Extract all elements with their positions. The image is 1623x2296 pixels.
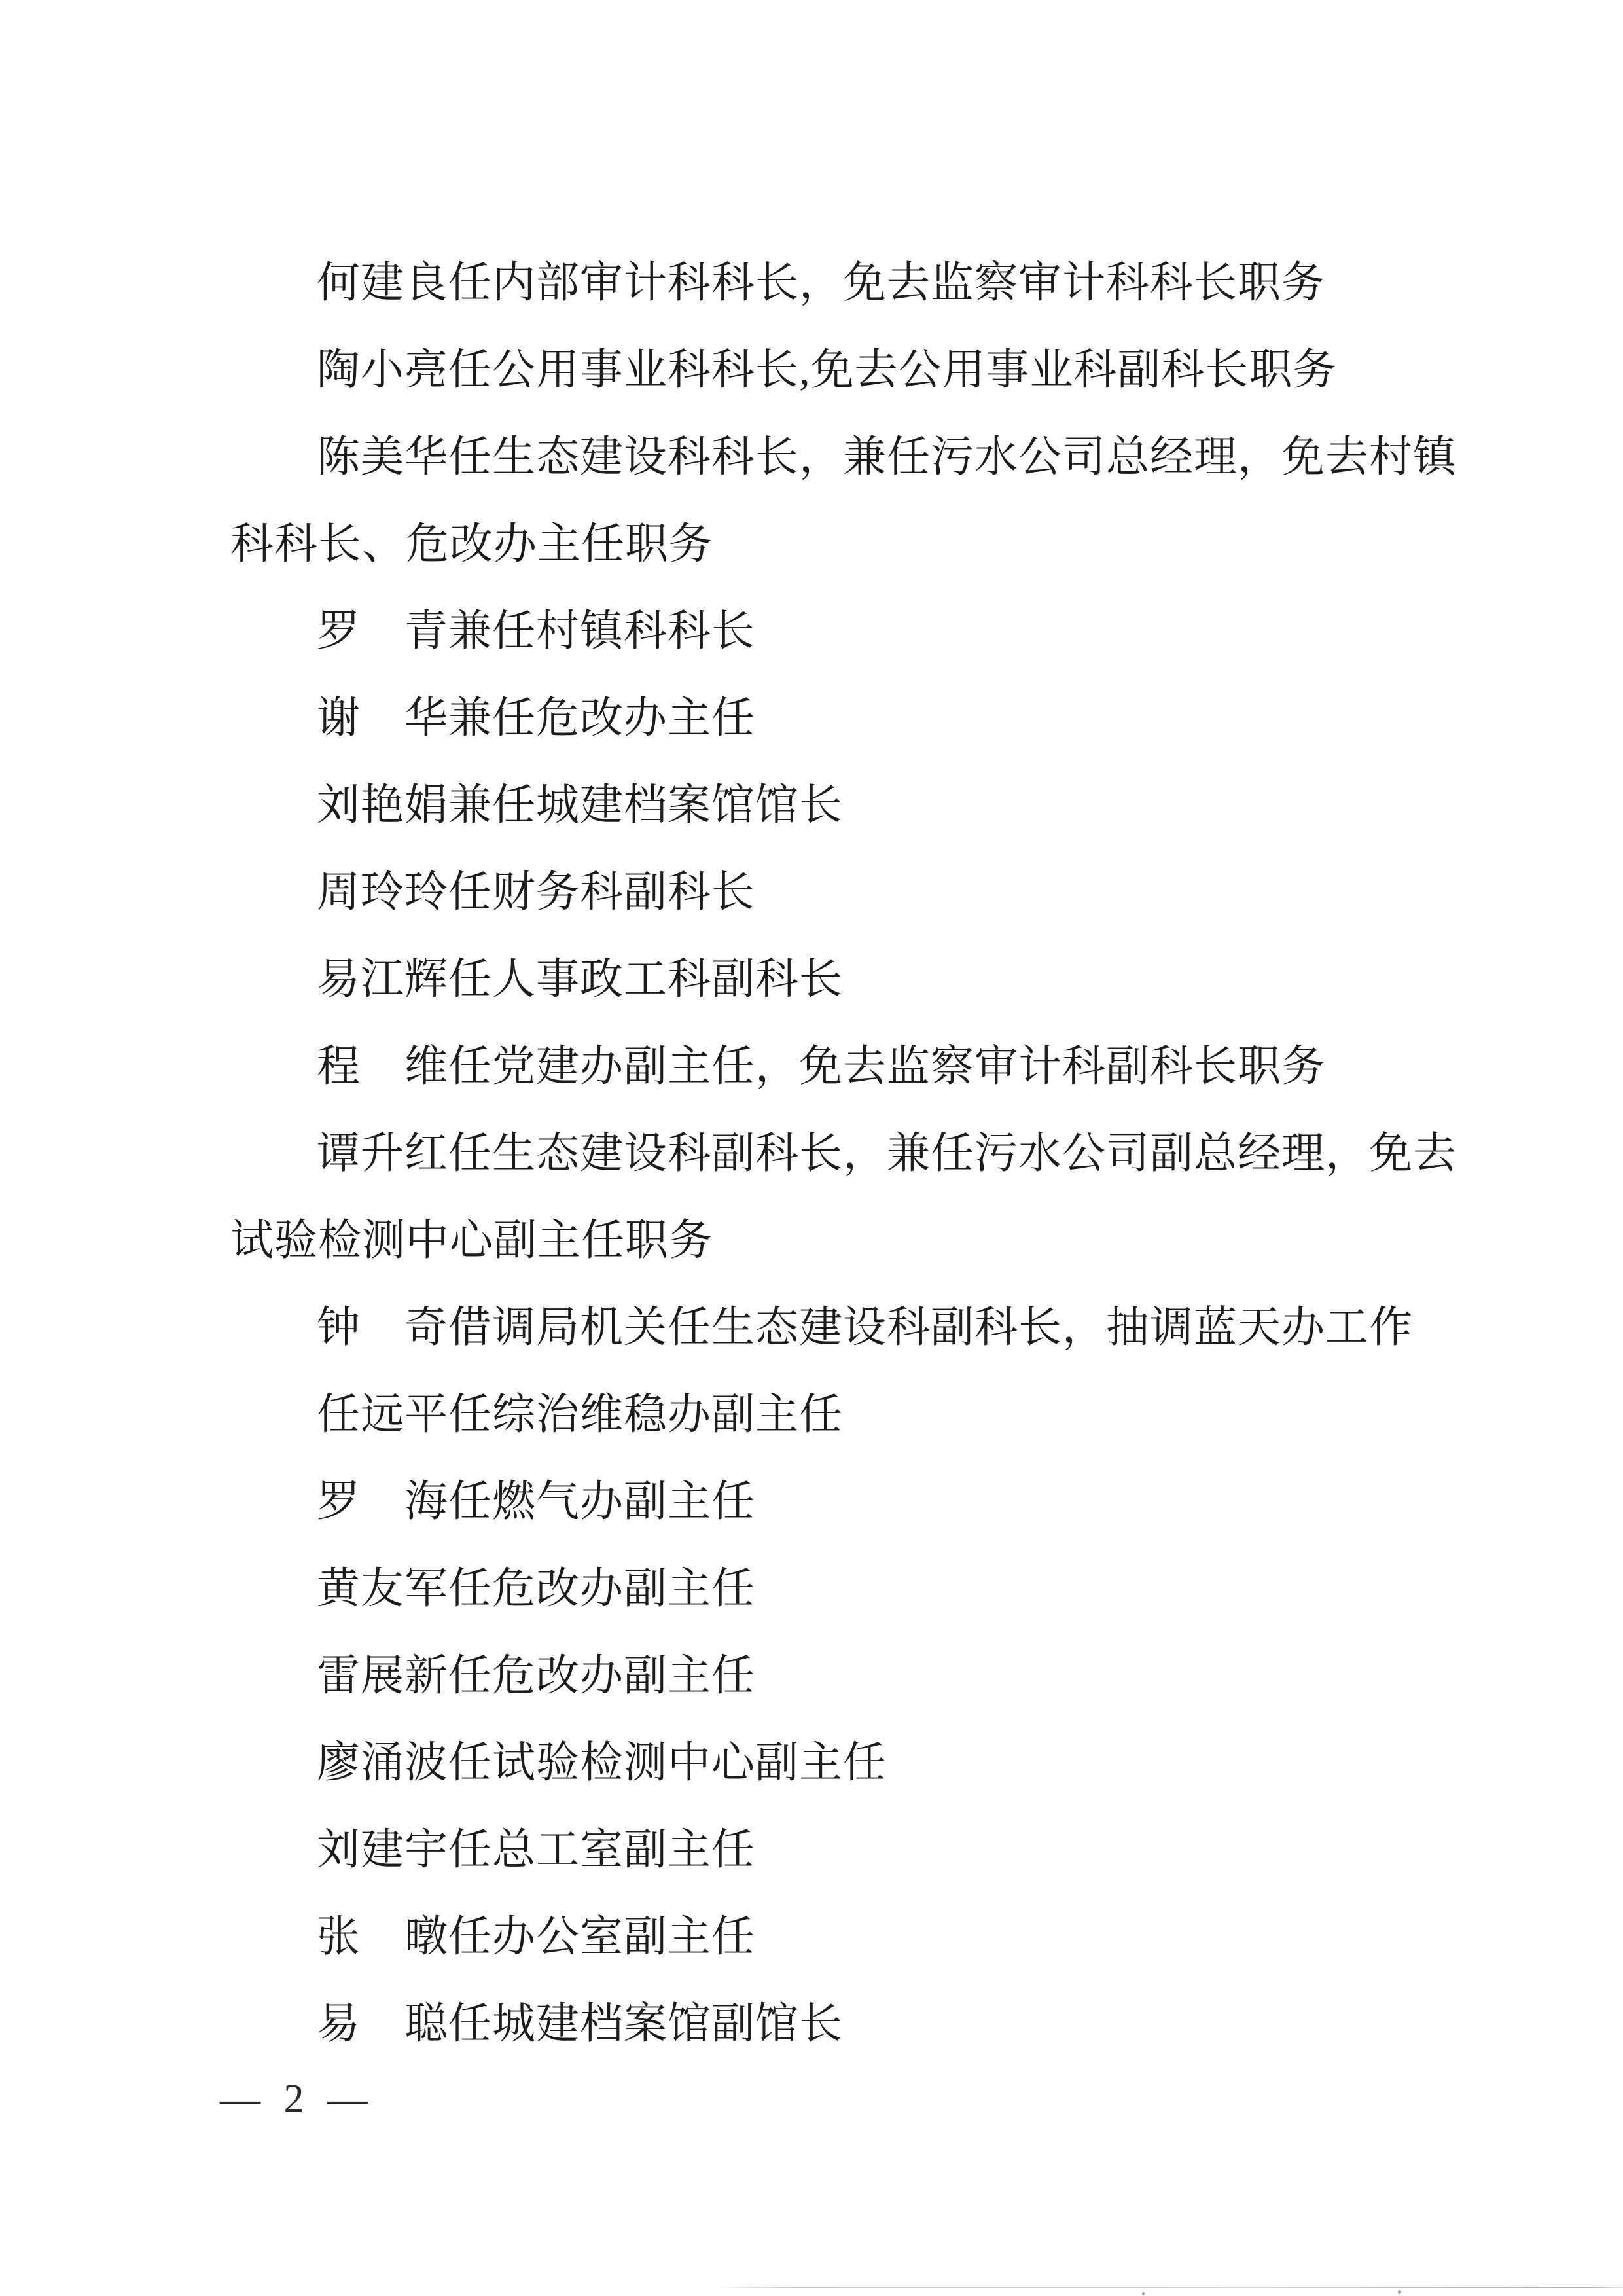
text-line: 任远平任综治维稳办副主任: [317, 1391, 843, 1439]
text-line: 谭升红任生态建设科副科长，兼任污水公司副总经理，免去: [317, 1130, 1457, 1177]
text-line: 张 暾任办公室副主任: [317, 1913, 755, 1961]
text-line: 钟 奇借调局机关任生态建设科副科长，抽调蓝天办工作: [317, 1304, 1413, 1352]
text-line: 谢 华兼任危改办主任: [317, 694, 755, 742]
text-line: 程 维任党建办副主任，免去监察审计科副科长职务: [317, 1043, 1325, 1090]
text-line: 易 聪任城建档案馆副馆长: [317, 2000, 843, 2048]
scan-artifact-line: [720, 2287, 1623, 2288]
text-line: 陶小亮任公用事业科科长,免去公用事业科副科长职务: [317, 346, 1337, 394]
text-line: 廖涌波任试验检测中心副主任: [317, 1739, 887, 1787]
text-line: 科科长、危改办主任职务: [230, 520, 713, 568]
text-line: 何建良任内部审计科科长，免去监察审计科科长职务: [317, 259, 1325, 307]
text-line: 罗 青兼任村镇科科长: [317, 607, 755, 655]
text-line: 雷展新任危改办副主任: [317, 1652, 755, 1700]
text-line: 刘艳娟兼任城建档案馆馆长: [317, 781, 843, 829]
scan-artifact-speck: [1398, 2290, 1401, 2294]
document-body-text: [230, 240, 1457, 2068]
text-line: 周玲玲任财务科副科长: [317, 869, 755, 916]
scan-artifact-speck: [1142, 2292, 1145, 2295]
page-number: — 2 —: [220, 2077, 374, 2121]
text-line: 陈美华任生态建设科科长，兼任污水公司总经理，免去村镇: [317, 433, 1457, 481]
text-line: 黄友军任危改办副主任: [317, 1565, 755, 1613]
text-line: 罗 海任燃气办副主任: [317, 1478, 755, 1526]
text-line: 易江辉任人事政工科副科长: [317, 956, 843, 1003]
text-line: 试验检测中心副主任职务: [230, 1217, 713, 1265]
text-line: 刘建宇任总工室副主任: [317, 1826, 755, 1874]
